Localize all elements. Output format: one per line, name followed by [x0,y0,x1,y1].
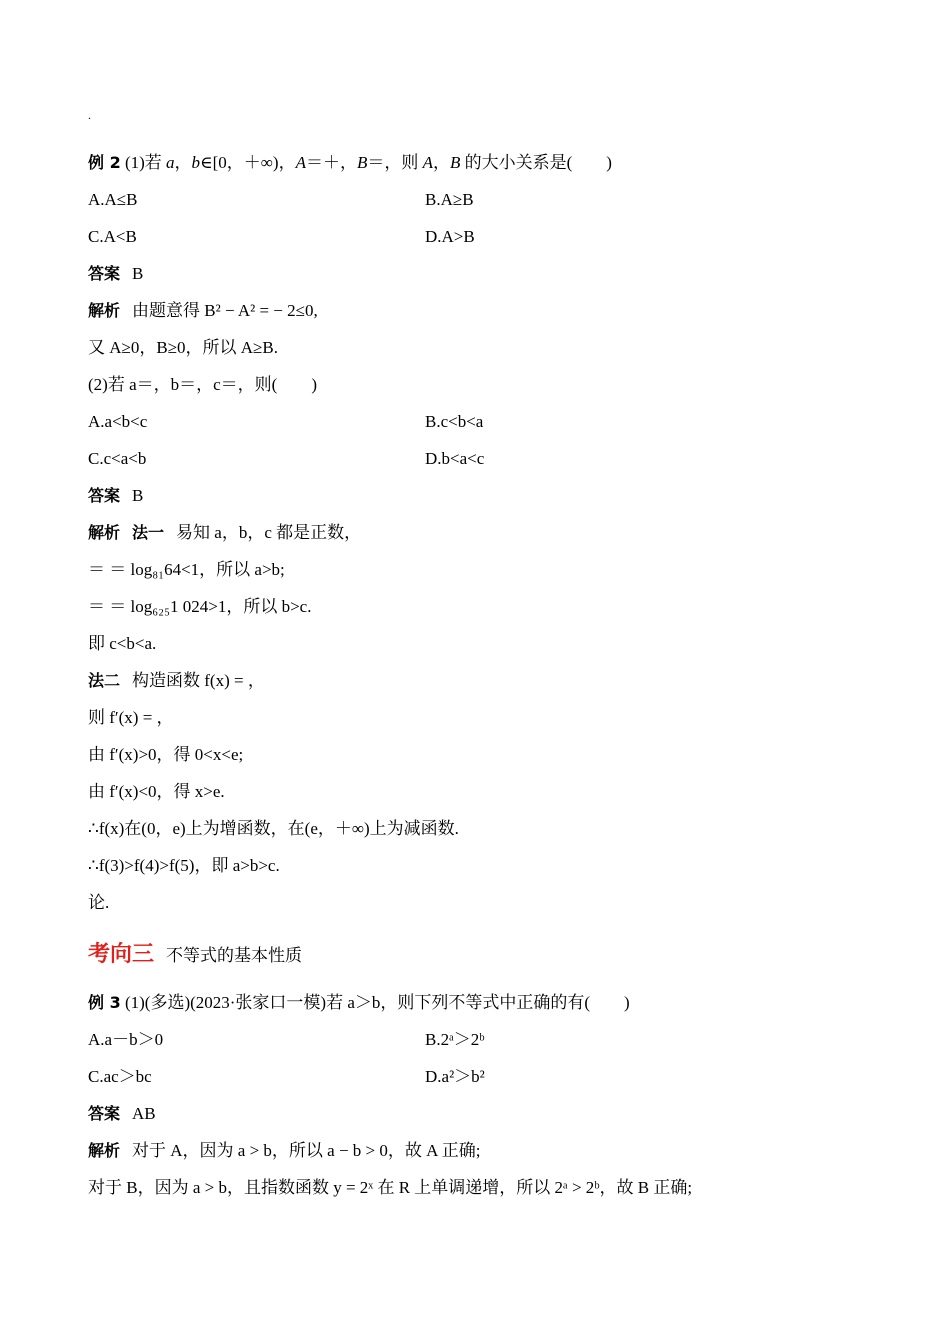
analysis-line: 由 f′(x)>0，得 0<x<e; [88,745,244,764]
example-2-stem: 例 2 (1)若 a，b∈[0，＋∞)，A＝＋，B＝，则 A，B 的大小关系是( ) [88,153,612,172]
section-heading [88,937,302,968]
analysis-line: ＝ ＝ log₆₂₅1 024>1，所以 b>c. [88,597,312,616]
answer-value: B [132,486,144,505]
option-b: B.2ᵃ＞2ᵇ [425,1030,485,1049]
analysis-line: ＝ ＝ log₈₁64<1，所以 a>b; [88,560,285,579]
analysis-line: 由 f′(x)<0，得 x>e. [88,782,225,801]
question-stem: (2)若 a＝，b＝，c＝，则( ) [88,375,317,394]
analysis-line: 解析 法一 易知 a，b，c 都是正数， [88,523,362,542]
analysis-line: ∴f(x)在(0，e)上为增函数，在(e，＋∞)上为减函数. [88,819,459,838]
example-label: 例 3 [88,993,121,1012]
answer-line [88,485,143,507]
section-subtitle: 不等式的基本性质 [166,946,303,965]
analysis-label: 解析 [88,523,121,542]
analysis-label: 解析 [88,1141,121,1160]
analysis-label: 解析 [88,301,121,320]
option-c: C.A<B [88,227,137,246]
option-c: C.c<a<b [88,449,147,468]
option-b: B.A≥B [425,190,474,209]
section-title: 考向三 [88,942,155,967]
option-d: D.a²＞b² [425,1067,485,1086]
example-3-stem: 例 3 (1)(多选)(2023·张家口一模)若 a＞b，则下列不等式中正确的有( ) [88,993,630,1012]
analysis-line: 法二 构造函数 f(x) = ， [88,671,265,690]
analysis-line: 即 c<b<a. [88,634,157,653]
analysis-line: 解析 由题意得 B² − A² = − 2≤0, [88,301,318,320]
option-a: A.A≤B [88,190,138,209]
option-d: D.b<a<c [425,449,485,468]
option-c: C.ac＞bc [88,1067,152,1086]
option-d: D.A>B [425,227,475,246]
analysis-line: 对于 B，因为 a > b，且指数函数 y = 2ˣ 在 R 上单调递增，所以 2ᵃ > 2ᵇ，故 B 正确; [88,1178,693,1197]
option-b: B.c<b<a [425,412,484,431]
example-label: 例 2 [88,153,121,172]
analysis-line: 则 f′(x) = ， [88,708,174,727]
option-a: A.a－b＞0 [88,1030,164,1049]
answer-label: 答案 [88,486,121,505]
analysis-line: 论. [88,893,110,912]
option-a: A.a<b<c [88,412,148,431]
answer-line [88,1103,156,1125]
answer-label: 答案 [88,1104,121,1123]
analysis-line: 又 A≥0，B≥0，所以 A≥B. [88,338,278,357]
method-label: 法二 [88,671,121,690]
analysis-line: 解析 对于 A，因为 a > b，所以 a − b > 0，故 A 正确; [88,1141,481,1160]
page-marker: . [88,108,91,122]
answer-value: AB [132,1104,156,1123]
method-label: 法一 [132,523,165,542]
analysis-line: ∴f(3)>f(4)>f(5)，即 a>b>c. [88,856,280,875]
answer-label: 答案 [88,264,121,283]
answer-value: B [132,264,144,283]
answer-line [88,263,143,285]
